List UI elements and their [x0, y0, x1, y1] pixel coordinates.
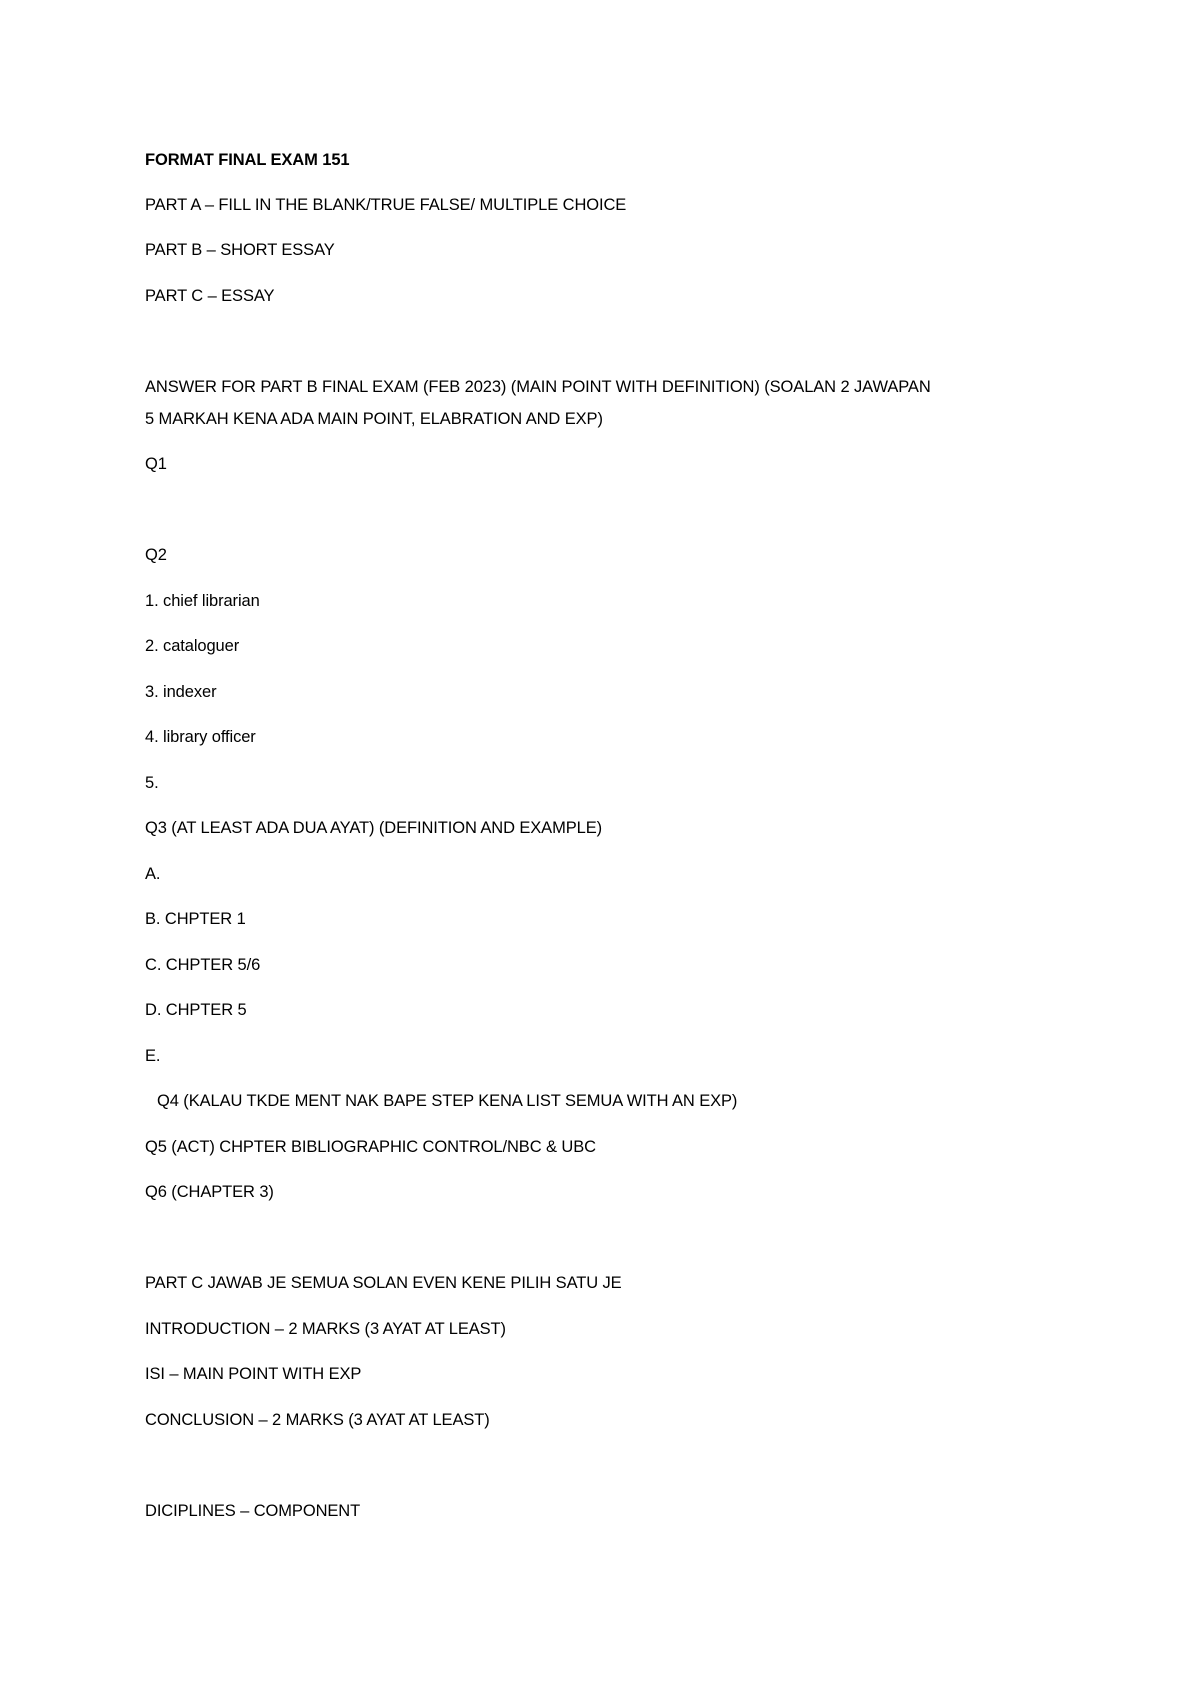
part-c-note: PART C JAWAB JE SEMUA SOLAN EVEN KENE PILIH SATU JE — [145, 1274, 622, 1292]
question-5-label: Q5 (ACT) CHPTER BIBLIOGRAPHIC CONTROL/NBC & UBC — [145, 1138, 596, 1156]
part-c-line: PART C – ESSAY — [145, 287, 275, 305]
q2-item-4: 4. library officer — [145, 728, 256, 746]
answer-heading-line-2: 5 MARKAH KENA ADA MAIN POINT, ELABRATION AND EXP) — [145, 410, 603, 428]
q3-item-e: E. — [145, 1047, 161, 1065]
question-2-label: Q2 — [145, 546, 167, 564]
part-c-introduction: INTRODUCTION – 2 MARKS (3 AYAT AT LEAST) — [145, 1320, 506, 1338]
document-title: FORMAT FINAL EXAM 151 — [145, 151, 350, 169]
q2-item-3: 3. indexer — [145, 683, 217, 701]
answer-heading-line-1: ANSWER FOR PART B FINAL EXAM (FEB 2023) (MAIN POINT WITH DEFINITION) (SOALAN 2 JAWAPAN — [145, 378, 931, 396]
q3-item-c: C. CHPTER 5/6 — [145, 956, 261, 974]
question-3-label: Q3 (AT LEAST ADA DUA AYAT) (DEFINITION AND EXAMPLE) — [145, 819, 603, 837]
part-a-line: PART A – FILL IN THE BLANK/TRUE FALSE/ MULTIPLE CHOICE — [145, 196, 627, 214]
question-1-label: Q1 — [145, 455, 167, 473]
part-b-line: PART B – SHORT ESSAY — [145, 241, 335, 259]
q2-item-1: 1. chief librarian — [145, 592, 260, 610]
q3-item-b: B. CHPTER 1 — [145, 910, 246, 928]
q2-item-5: 5. — [145, 774, 159, 792]
q3-item-a: A. — [145, 865, 161, 883]
part-c-isi: ISI – MAIN POINT WITH EXP — [145, 1365, 362, 1383]
disciplines-line: DICIPLINES – COMPONENT — [145, 1502, 361, 1520]
question-4-label: Q4 (KALAU TKDE MENT NAK BAPE STEP KENA LIST SEMUA WITH AN EXP) — [157, 1092, 738, 1110]
part-c-conclusion: CONCLUSION – 2 MARKS (3 AYAT AT LEAST) — [145, 1411, 490, 1429]
q3-item-d: D. CHPTER 5 — [145, 1001, 247, 1019]
question-6-label: Q6 (CHAPTER 3) — [145, 1183, 274, 1201]
q2-item-2: 2. cataloguer — [145, 637, 240, 655]
